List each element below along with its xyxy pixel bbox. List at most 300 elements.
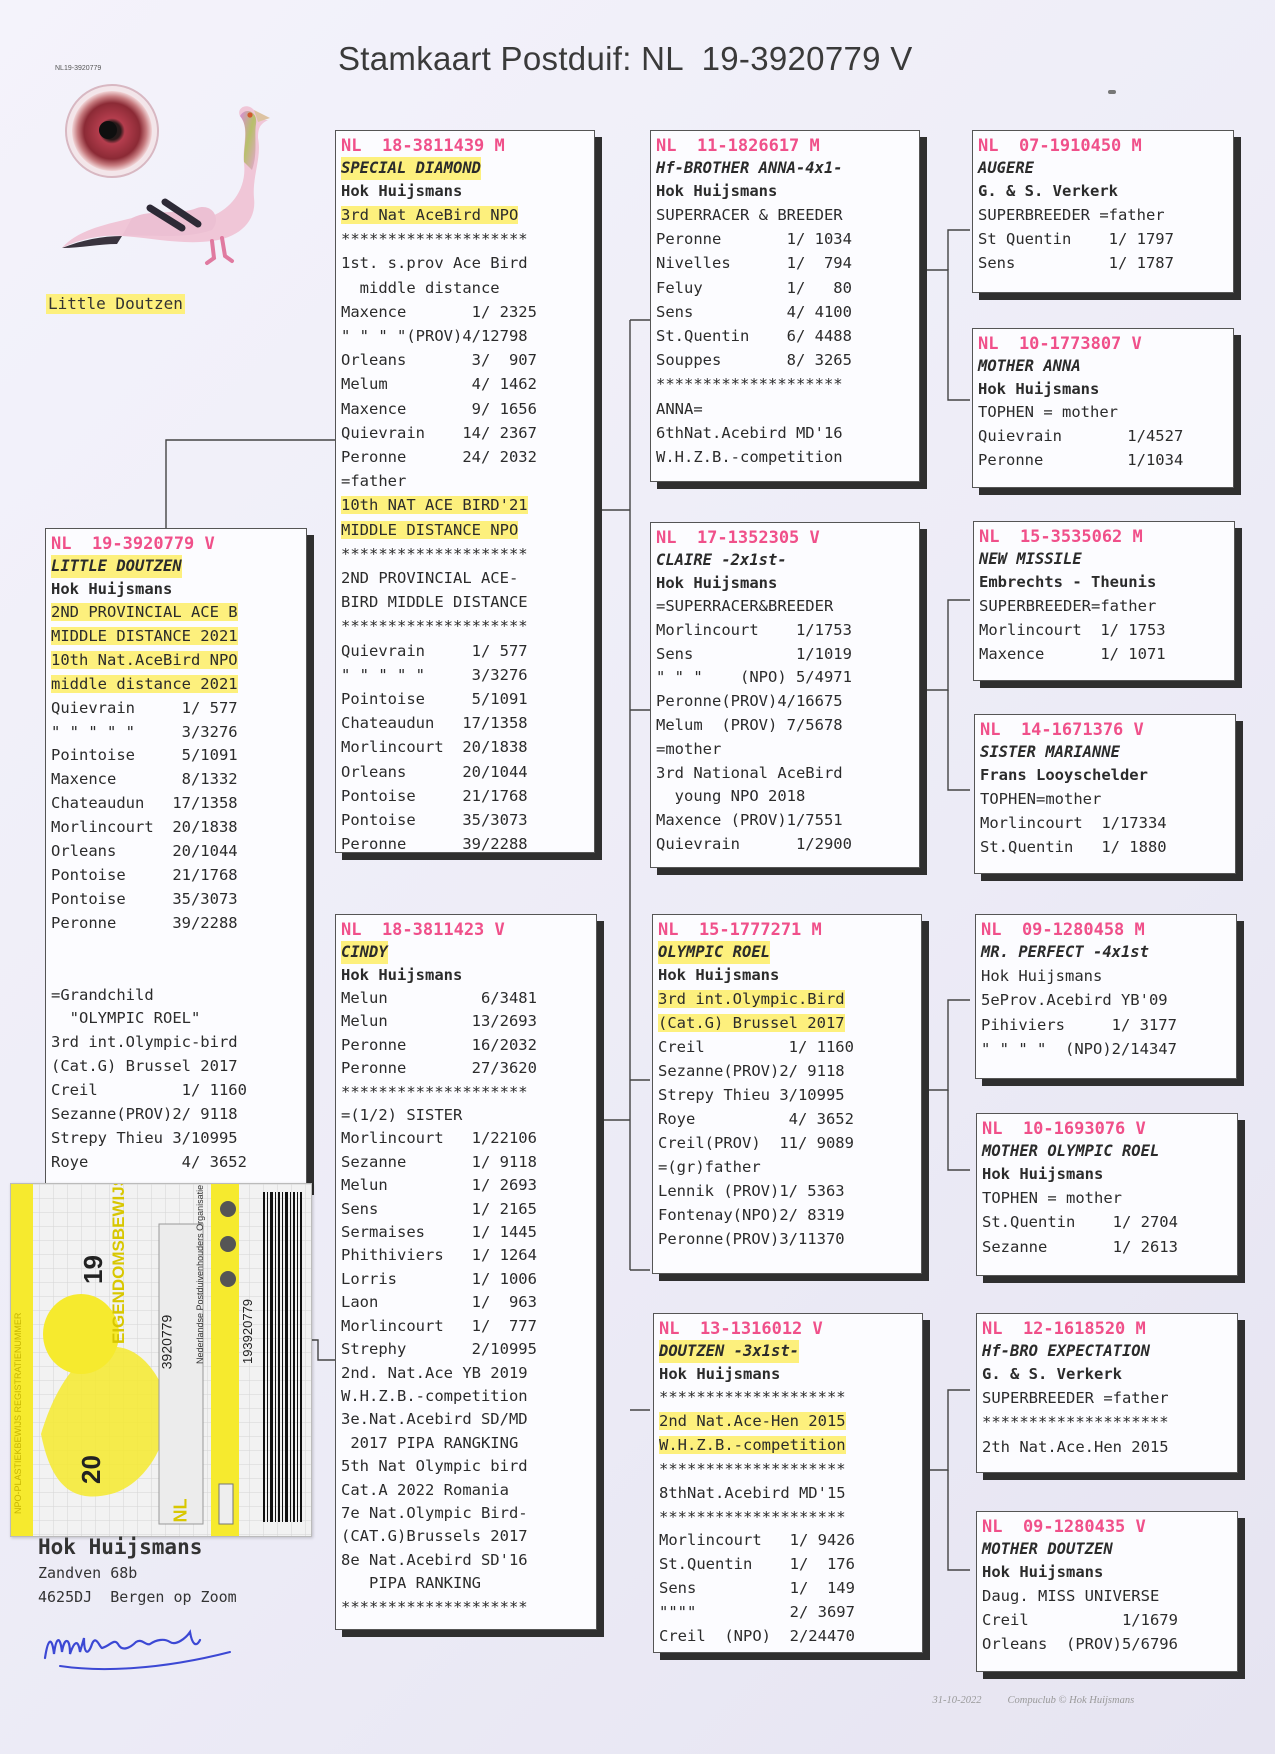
card-line xyxy=(658,1155,915,1179)
ring-card-barcode-number: 193920779 xyxy=(240,1298,256,1365)
breeder-name: Frans Looyschelder xyxy=(980,766,1148,784)
card-line-text: Sens 1/ 1787 xyxy=(978,254,1174,273)
card-line-text: Sens 1/1019 xyxy=(656,644,852,663)
card-line-text: Peronne 16/2032 xyxy=(341,1035,537,1054)
ring-card-org xyxy=(195,1363,205,1364)
card-line-text: Strephy 2/10995 xyxy=(341,1340,537,1359)
card-line xyxy=(51,912,300,936)
card-line xyxy=(658,1011,915,1035)
breeder-name: Hok Huijsmans xyxy=(982,1563,1104,1581)
card-line-text: Strepy Thieu 3/10995 xyxy=(51,1128,238,1147)
card-line xyxy=(659,1386,916,1410)
card-line xyxy=(979,618,1228,642)
card-line-text xyxy=(51,938,60,956)
card-line-text: St.Quentin 1/ 2704 xyxy=(982,1213,1178,1232)
card-line xyxy=(341,276,588,300)
card-line-text: Chateaudun 17/1358 xyxy=(51,794,238,813)
card-line-text: " " " " (NPO)2/14347 xyxy=(981,1040,1177,1059)
card-line-text: (Cat.G) Brussel 2017 xyxy=(51,1057,238,1076)
card-line xyxy=(656,809,913,833)
card-line xyxy=(341,1010,590,1033)
card-line xyxy=(341,663,588,687)
card-lines xyxy=(982,1386,1231,1459)
card-line-text: Roye 4/ 3652 xyxy=(51,1152,247,1171)
card-line-text: 2017 PIPA RANGKING xyxy=(341,1433,519,1452)
card-line-text: 2th Nat.Ace.Hen 2015 xyxy=(982,1437,1169,1456)
card-lines xyxy=(980,787,1229,860)
card-line-text: 7e Nat.Olympic Bird- xyxy=(341,1503,528,1522)
card-line-text: Sens 4/ 4100 xyxy=(656,302,852,321)
card-line xyxy=(978,401,1227,425)
card-line-text: 2ND PROVINCIAL ACE- xyxy=(341,569,519,588)
card-line xyxy=(341,1338,590,1361)
card-line-text: " " " " " 3/3276 xyxy=(341,665,528,684)
card-line-text: SUPERBREEDER =father xyxy=(982,1389,1169,1407)
card-line xyxy=(980,835,1229,859)
card-line xyxy=(656,348,913,372)
card-line-text: 3rd Nat AceBird NPO xyxy=(341,206,519,224)
card-line xyxy=(656,203,913,227)
card-line xyxy=(341,1479,590,1502)
card-line-text: BIRD MIDDLE DISTANCE xyxy=(341,593,528,612)
card-line xyxy=(51,1103,300,1127)
card-line-text: =Grandchild xyxy=(51,985,154,1004)
card-line-text: Maxence 8/1332 xyxy=(51,770,238,789)
card-line-text: Lennik (PROV)1/ 5363 xyxy=(658,1182,845,1200)
card-line xyxy=(656,690,913,714)
card-line-text: middle distance 2021 xyxy=(51,674,238,693)
card-line-text: Phithiviers 1/ 1264 xyxy=(341,1246,537,1265)
card-line-text: St.Quentin 1/ 1880 xyxy=(980,838,1167,857)
card-line xyxy=(341,348,588,372)
card-line-text: SUPERBREEDER=father xyxy=(979,597,1157,615)
card-line-text: Sens 1/ 149 xyxy=(659,1579,855,1598)
card-line xyxy=(341,1244,590,1267)
card-line xyxy=(51,888,300,912)
card-line-text: """" 2/ 3697 xyxy=(659,1603,855,1622)
card-line xyxy=(51,649,300,673)
card-line xyxy=(341,1081,590,1104)
card-line xyxy=(341,1408,590,1431)
card-lines xyxy=(979,594,1228,667)
card-line-text: Orleans (PROV)5/6796 xyxy=(982,1635,1178,1654)
pigeon-name: AUGERE xyxy=(978,159,1034,177)
card-line xyxy=(341,1315,590,1338)
card-line-text: Creil (NPO) 2/24470 xyxy=(659,1627,855,1646)
card-line xyxy=(982,1186,1231,1210)
card-line xyxy=(51,864,300,888)
ring-card-country: NL xyxy=(170,1498,191,1523)
card-line-text: 10th Nat.AceBird NPO xyxy=(51,650,238,669)
card-line-text: Pontoise 35/3073 xyxy=(341,811,528,830)
card-line-text: =mother xyxy=(656,739,722,758)
card-line-text: TOPHEN = mother xyxy=(982,1189,1122,1207)
card-lines xyxy=(51,601,300,1175)
pedigree-card-ggp-8 xyxy=(976,1511,1238,1672)
card-line xyxy=(51,744,300,768)
card-line-text xyxy=(51,962,60,980)
card-line-text: Pontoise 35/3073 xyxy=(51,889,238,908)
card-line-text: W.H.Z.B.-competition xyxy=(656,448,843,467)
card-line-text: Maxence 1/ 1071 xyxy=(979,645,1166,664)
card-line xyxy=(341,1104,590,1127)
pigeon-name: Hf-BROTHER ANNA-4x1- xyxy=(656,159,843,177)
pedigree-card-father xyxy=(335,130,595,853)
card-line-text: 2nd. Nat.Ace YB 2019 xyxy=(341,1363,528,1382)
card-line-text: ******************** xyxy=(656,375,843,394)
card-line-text: St Quentin 1/ 1797 xyxy=(978,230,1174,249)
card-line-text: Lorris 1/ 1006 xyxy=(341,1269,537,1288)
card-line-text: Souppes 8/ 3265 xyxy=(656,351,852,370)
card-line-text: Orleans 3/ 907 xyxy=(341,351,537,370)
card-line-text: ******************** xyxy=(341,617,528,636)
card-line-text: Pointoise 5/1091 xyxy=(341,690,528,709)
card-line xyxy=(656,251,913,275)
card-line xyxy=(982,1235,1231,1259)
card-line-text: MIDDLE DISTANCE NPO xyxy=(341,520,519,539)
card-line xyxy=(341,760,588,784)
card-line xyxy=(341,421,588,445)
card-line xyxy=(658,1227,915,1251)
pedigree-card-ggp-5 xyxy=(975,914,1237,1079)
card-line-text: Quievrain 14/ 2367 xyxy=(341,423,537,442)
card-line xyxy=(659,1506,916,1530)
pigeon-name: NEW MISSILE xyxy=(979,550,1082,568)
card-line xyxy=(51,625,300,649)
pigeon-name: CLAIRE -2x1st- xyxy=(656,551,787,569)
pedigree-card-ggp-2 xyxy=(972,328,1234,488)
breeder-name: Hok Huijsmans xyxy=(981,967,1103,985)
breeder-name: Hok Huijsmans xyxy=(659,1365,781,1383)
card-line xyxy=(341,1549,590,1572)
card-line-text: St.Quentin 6/ 4488 xyxy=(656,327,852,346)
card-line xyxy=(982,1435,1231,1459)
ring-card-ring-number: 3920779 xyxy=(158,1314,175,1370)
card-line-text: TOPHEN = mother xyxy=(978,403,1118,421)
card-line-text: Creil 1/ 1160 xyxy=(658,1038,854,1056)
card-line xyxy=(341,711,588,735)
ring-number: NL 15-1777271 M xyxy=(658,920,822,940)
card-line xyxy=(51,960,300,984)
card-line xyxy=(656,643,913,667)
card-line-text: ******************** xyxy=(341,1597,528,1616)
owner-name: Hok Huijsmans xyxy=(38,1535,203,1559)
card-line-text: =SUPERRACER&BREEDER xyxy=(656,597,834,615)
card-line-text: Orleans 20/1044 xyxy=(51,842,238,861)
card-line-text: =(gr)father xyxy=(658,1158,761,1176)
card-line-text: Feluy 1/ 80 xyxy=(656,278,852,297)
card-line xyxy=(341,1198,590,1221)
card-line xyxy=(981,988,1230,1012)
card-line xyxy=(341,1525,590,1548)
card-line xyxy=(659,1458,916,1482)
card-line-text: Peronne 39/2288 xyxy=(341,835,528,853)
card-line-text: " " " " " 3/3276 xyxy=(51,722,238,741)
card-line-text: Creil(PROV) 11/ 9089 xyxy=(658,1134,854,1152)
ring-card-vertical-sub xyxy=(13,1513,23,1514)
card-line-text: W.H.Z.B.-competition xyxy=(659,1435,846,1454)
ring-number: NL 07-1910450 M xyxy=(978,136,1142,156)
card-line-text: Morlincourt 1/22106 xyxy=(341,1129,537,1148)
pedigree-card-ggp-4 xyxy=(974,714,1236,874)
card-line xyxy=(341,1057,590,1080)
ring-number: NL 18-3811423 V xyxy=(341,920,505,940)
card-line xyxy=(341,1362,590,1385)
card-line xyxy=(659,1529,916,1553)
ring-number: NL 09-1280458 M xyxy=(981,920,1145,940)
pedigree-card-grandmother-paternal xyxy=(650,522,920,868)
card-line-text: MIDDLE DISTANCE 2021 xyxy=(51,626,238,645)
breeder-name: G. & S. Verkerk xyxy=(982,1365,1122,1383)
ring-card-vertical-title xyxy=(109,1343,129,1344)
pigeon-name: LITTLE DOUTZEN xyxy=(51,555,182,578)
card-line xyxy=(656,445,913,469)
footer-date: 31-10-2022 xyxy=(932,1695,982,1706)
card-line-text: Peronne 27/3620 xyxy=(341,1059,537,1078)
card-line-text: "OLYMPIC ROEL" xyxy=(51,1009,201,1028)
card-line-text: ******************** xyxy=(341,1082,528,1101)
card-line xyxy=(982,1210,1231,1234)
card-lines xyxy=(658,987,915,1251)
card-line xyxy=(51,768,300,792)
card-line xyxy=(341,1291,590,1314)
ring-card-year-suffix: 19 xyxy=(77,1255,108,1284)
card-line xyxy=(656,397,913,421)
card-line-text: Sens 1/ 2165 xyxy=(341,1199,537,1218)
card-line xyxy=(51,1079,300,1103)
card-line xyxy=(658,1203,915,1227)
card-line xyxy=(656,785,913,809)
card-line-text: Quievrain 1/2900 xyxy=(656,834,852,853)
page-title: Stamkaart Postduif: NL 19-3920779 V xyxy=(338,40,913,77)
card-line-text: (Cat.G) Brussel 2017 xyxy=(658,1014,845,1032)
breeder-name: Hok Huijsmans xyxy=(656,182,778,200)
pigeon-name: OLYMPIC ROEL xyxy=(658,941,770,964)
card-line-text: Morlincourt 1/ 9426 xyxy=(659,1531,855,1550)
pedigree-card-grandfather-paternal xyxy=(650,130,920,482)
card-line xyxy=(51,721,300,745)
card-line-text: Morlincourt 1/1753 xyxy=(656,620,852,639)
card-line xyxy=(51,840,300,864)
pedigree-card-ggp-1 xyxy=(972,130,1234,293)
card-line xyxy=(341,1151,590,1174)
card-line xyxy=(982,1584,1231,1608)
card-line xyxy=(341,493,588,517)
card-line xyxy=(341,687,588,711)
card-line xyxy=(51,1055,300,1079)
card-line-text: Peronne(PROV)3/11370 xyxy=(658,1230,845,1248)
card-line xyxy=(341,251,588,275)
pigeon-name: SPECIAL DIAMOND xyxy=(341,157,481,180)
card-line-text: Pontoise 21/1768 xyxy=(51,865,238,884)
card-line xyxy=(658,1035,915,1059)
card-line-text: Orleans 20/1044 xyxy=(341,762,528,781)
card-line-text: Creil 1/ 1160 xyxy=(51,1081,247,1100)
card-line xyxy=(341,614,588,638)
card-line-text: Melum (PROV) 7/5678 xyxy=(656,715,843,734)
card-line xyxy=(656,595,913,619)
card-line-text: Laon 1/ 963 xyxy=(341,1293,537,1312)
card-line-text: SUPERBREEDER =father xyxy=(978,206,1165,224)
card-line xyxy=(341,1385,590,1408)
card-line xyxy=(656,324,913,348)
card-line xyxy=(982,1410,1231,1434)
card-line-text: 3rd National AceBird xyxy=(656,763,843,782)
card-line xyxy=(659,1434,916,1458)
card-line-text: Morlincourt 1/17334 xyxy=(980,814,1167,833)
card-line-text: Quievrain 1/ 577 xyxy=(341,641,528,660)
card-line-text: Pihiviers 1/ 3177 xyxy=(981,1015,1177,1034)
card-line-text: young NPO 2018 xyxy=(656,787,806,806)
card-line-text: 8e Nat.Acebird SD'16 xyxy=(341,1550,528,1569)
card-line xyxy=(980,787,1229,811)
breeder-name: Hok Huijsmans xyxy=(656,574,778,592)
breeder-name: G. & S. Verkerk xyxy=(978,182,1118,200)
ring-number: NL 11-1826617 M xyxy=(656,136,820,156)
card-lines xyxy=(982,1186,1231,1259)
card-line xyxy=(341,1455,590,1478)
card-line xyxy=(979,642,1228,666)
card-lines xyxy=(341,987,590,1619)
card-line-text: SUPERRACER & BREEDER xyxy=(656,206,843,224)
small-ring-label: NL19-3920779 xyxy=(55,65,102,72)
pigeon-name: MOTHER ANNA xyxy=(978,357,1081,375)
pedigree-card-ggp-6 xyxy=(976,1113,1238,1276)
card-line-text: Melun 6/3481 xyxy=(341,989,537,1007)
card-line xyxy=(659,1482,916,1506)
breeder-name: Embrechts - Theunis xyxy=(979,573,1157,591)
card-line-text: Quievrain 1/ 577 xyxy=(51,698,238,717)
card-line-text: Peronne(PROV)4/16675 xyxy=(656,692,843,711)
card-line-text: ******************** xyxy=(341,230,528,249)
card-line xyxy=(656,762,913,786)
card-line xyxy=(341,203,588,227)
card-line xyxy=(341,324,588,348)
card-line-text: Maxence 9/ 1656 xyxy=(341,399,537,418)
card-line-text: Morlincourt 1/ 1753 xyxy=(979,621,1166,640)
card-line-text: St.Quentin 1/ 176 xyxy=(659,1555,855,1574)
card-line xyxy=(656,666,913,690)
card-line xyxy=(51,601,300,625)
card-line-text: 3rd int.Olympic.Bird xyxy=(658,990,845,1008)
card-line-text: Strepy Thieu 3/10995 xyxy=(658,1086,845,1104)
card-line xyxy=(656,372,913,396)
card-line-text: ******************** xyxy=(982,1413,1169,1432)
pedigree-card-mother xyxy=(335,914,597,1630)
card-line-text: 2nd Nat.Ace-Hen 2015 xyxy=(659,1411,846,1430)
card-line xyxy=(656,421,913,445)
card-line-text: Pontoise 21/1768 xyxy=(341,786,528,805)
ring-number: NL 14-1671376 V xyxy=(980,720,1144,740)
card-line-text: Melum 4/ 1462 xyxy=(341,375,537,394)
pigeon-name: CINDY xyxy=(341,941,388,964)
card-line xyxy=(659,1553,916,1577)
card-line xyxy=(51,1127,300,1151)
card-line xyxy=(341,1174,590,1197)
card-line xyxy=(656,276,913,300)
pigeon-name: DOUTZEN -3x1st- xyxy=(659,1340,799,1363)
card-line xyxy=(341,1268,590,1291)
card-line xyxy=(978,425,1227,449)
card-line xyxy=(341,1034,590,1057)
pedigree-card-ggp-7 xyxy=(976,1313,1238,1473)
card-line-text: Peronne 39/2288 xyxy=(51,913,238,932)
card-line xyxy=(658,1059,915,1083)
footer-credit: Compuclub © Hok Huijsmans xyxy=(1007,1695,1135,1706)
pedigree-card-subject xyxy=(45,528,307,1188)
ring-number: NL 17-1352305 V xyxy=(656,528,820,548)
card-line-text: Quievrain 1/4527 xyxy=(978,426,1184,445)
card-line xyxy=(341,372,588,396)
card-line xyxy=(341,518,588,542)
card-line xyxy=(51,816,300,840)
card-line xyxy=(981,1013,1230,1037)
pigeon-name: MOTHER OLYMPIC ROEL xyxy=(982,1142,1160,1160)
card-line-text: Sezanne 1/ 2613 xyxy=(982,1237,1178,1256)
card-line xyxy=(341,397,588,421)
card-line-text: Cat.A 2022 Romania xyxy=(341,1480,509,1499)
signature-image xyxy=(40,1608,240,1678)
card-line-text: " " " "(PROV)4/12798 xyxy=(341,327,528,346)
pigeon-name: Hf-BRO EXPECTATION xyxy=(982,1342,1150,1360)
card-lines xyxy=(656,595,913,857)
card-line-text: Melun 13/2693 xyxy=(341,1012,537,1031)
card-line-text: " " " (NPO) 5/4971 xyxy=(656,668,852,687)
card-line xyxy=(341,808,588,832)
card-line-text: Morlincourt 20/1838 xyxy=(341,738,528,757)
card-line-text: 1st. s.prov Ace Bird xyxy=(341,254,528,273)
card-line xyxy=(51,1151,300,1175)
card-line xyxy=(341,987,590,1010)
card-line xyxy=(978,203,1227,227)
card-line xyxy=(341,1502,590,1525)
card-line xyxy=(51,697,300,721)
card-line xyxy=(341,784,588,808)
card-line xyxy=(341,1127,590,1150)
card-line-text: TOPHEN=mother xyxy=(980,790,1102,808)
card-line xyxy=(341,639,588,663)
card-line xyxy=(341,1572,590,1595)
card-line xyxy=(341,735,588,759)
card-line xyxy=(341,1432,590,1455)
card-line xyxy=(51,984,300,1008)
ring-number: NL 18-3811439 M xyxy=(341,136,505,156)
card-line xyxy=(658,1179,915,1203)
card-line xyxy=(981,1037,1230,1061)
card-lines xyxy=(982,1584,1231,1657)
ring-number: NL 12-1618520 M xyxy=(982,1319,1146,1339)
card-line-text: Creil 1/1679 xyxy=(982,1611,1178,1630)
card-line-text: ******************** xyxy=(659,1459,846,1478)
card-line xyxy=(656,833,913,857)
ring-ownership-card xyxy=(10,1183,312,1537)
ring-number: NL 10-1773807 V xyxy=(978,334,1142,354)
card-line-text: 2ND PROVINCIAL ACE B xyxy=(51,603,238,621)
card-line-text: 3e.Nat.Acebird SD/MD xyxy=(341,1410,528,1429)
card-line xyxy=(656,714,913,738)
card-lines xyxy=(656,203,913,469)
breeder-name: Hok Huijsmans xyxy=(978,380,1100,398)
card-line xyxy=(341,1221,590,1244)
card-lines xyxy=(341,203,588,853)
card-line-text: 6thNat.Acebird MD'16 xyxy=(656,423,843,442)
card-line-text: Morlincourt 20/1838 xyxy=(51,818,238,837)
card-lines xyxy=(978,401,1227,473)
card-line-text: middle distance xyxy=(341,278,500,297)
card-lines xyxy=(978,203,1227,275)
card-line-text: ******************** xyxy=(341,544,528,563)
pigeon-name: MR. PERFECT -4x1st xyxy=(981,943,1149,961)
